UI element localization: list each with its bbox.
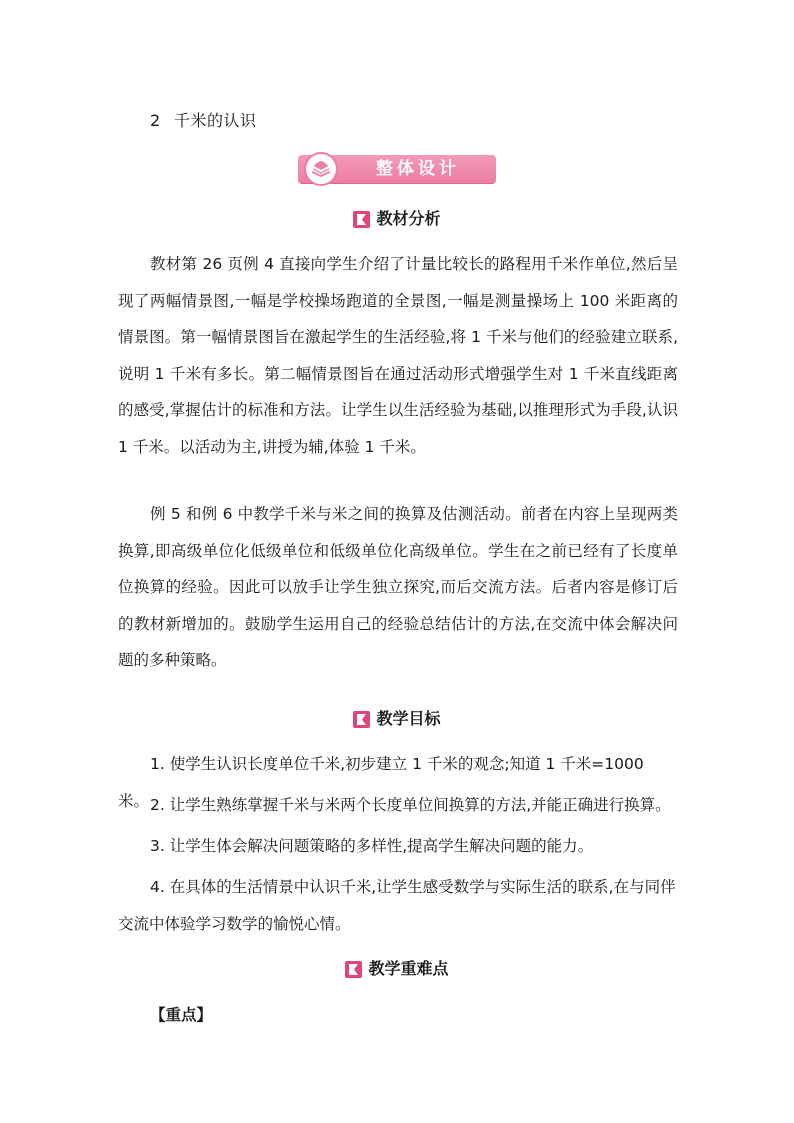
bookmark-arrow-icon xyxy=(353,711,370,728)
heading-text: 教学目标 xyxy=(376,709,441,728)
goal-item-1: 1. 使学生认识长度单位千米,初步建立 1 千米的观念;知道 1 千米=1000 米。 xyxy=(118,755,644,810)
banner-emblem xyxy=(304,152,338,186)
bookmark-arrow-icon xyxy=(345,961,362,978)
analysis-paragraph-1: 教材第 26 页例 4 直接向学生介绍了计量比较长的路程用千米作单位,然后呈现了两幅情景图,一幅是学校操场跑道的全景图,一幅是测量操场上 100 米距离的情景图。第一幅情景图旨在激起学生的生活经验,将 1 千米与他们的经验建立联系,说明 1 千米有多长。第二幅情景图旨在通过活动形式增强学生对 1 千米直线距离的感受,掌握估计的标准和方法。让学生以生活经验为基础,以推理形式为手段,认识 1 千米。以活动为主,讲授为辅,体验 1 千米。 xyxy=(118,255,678,456)
chapter-title: 千米的认识 xyxy=(174,111,257,130)
section-heading-goals xyxy=(0,708,794,730)
goal-item-4: 4. 在具体的生活情景中认识千米,让学生感受数学与实际生活的联系,在与同伴交流中体验学习数学的愉悦心情。 xyxy=(118,878,676,933)
bookmark-arrow-icon xyxy=(353,211,370,228)
heading-text: 教学重难点 xyxy=(368,959,449,978)
chapter-heading xyxy=(150,108,257,131)
book-icon xyxy=(310,159,332,179)
heading-text: 教材分析 xyxy=(376,209,441,228)
section-heading-difficulties xyxy=(0,958,794,980)
keypoint-label: 【重点】 xyxy=(150,1006,213,1024)
banner-title: 整体设计 xyxy=(376,159,460,179)
section-heading-analysis xyxy=(0,208,794,230)
goal-item-2: 2. 让学生熟练掌握千米与米两个长度单位间换算的方法,并能正确进行换算。 xyxy=(150,796,671,814)
chapter-number: 2 xyxy=(150,111,161,130)
goal-item-3: 3. 让学生体会解决问题策略的多样性,提高学生解决问题的能力。 xyxy=(150,837,594,855)
analysis-paragraph-2: 例 5 和例 6 中教学千米与米之间的换算及估测活动。前者在内容上呈现两类换算,即高级单位化低级单位和低级单位化高级单位。学生在之前已经有了长度单位换算的经验。因此可以放手让学生独立探究,而后交流方法。后者内容是修订后的教材新增加的。鼓励学生运用自己的经验总结估计的方法,在交流中体会解决问题的多种策略。 xyxy=(118,505,678,669)
section-banner xyxy=(298,155,496,183)
